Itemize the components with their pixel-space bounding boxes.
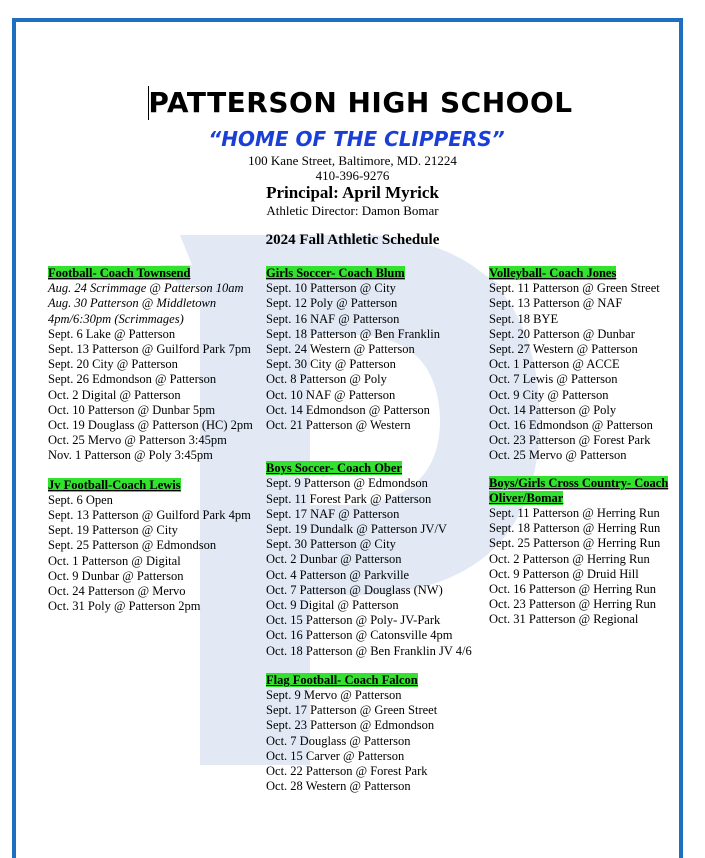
game-line: Sept. 26 Edmondson @ Patterson xyxy=(48,372,217,387)
game-line: Oct. 9 Digital @ Patterson xyxy=(266,598,399,613)
game-line: Oct. 8 Patterson @ Poly xyxy=(266,372,387,387)
game-line: Oct. 16 Patterson @ Herring Run xyxy=(489,582,657,597)
game-line: Oct. 15 Patterson @ Poly- JV-Park xyxy=(266,613,441,628)
game-line: Oct. 19 Douglass @ Patterson (HC) 2pm xyxy=(48,418,253,433)
game-line: Sept. 23 Patterson @ Edmondson xyxy=(266,718,435,733)
game-line: Oct. 7 Douglass @ Patterson xyxy=(266,733,411,748)
game-line: Sept. 11 Forest Park @ Patterson xyxy=(266,491,432,506)
game-line: Oct. 7 Lewis @ Patterson xyxy=(489,372,618,387)
game-line: Sept. 27 Western @ Patterson xyxy=(489,342,638,357)
school-motto: “HOME OF THE CLIPPERS” xyxy=(208,127,505,151)
school-phone: 410-396-9276 xyxy=(315,168,390,183)
game-line: Oct. 4 Patterson @ Parkville xyxy=(266,567,410,582)
game-line: Oct. 21 Patterson @ Western xyxy=(266,418,411,433)
game-line: Sept. 16 NAF @ Patterson xyxy=(266,311,400,326)
game-line: Sept. 18 Patterson @ Ben Franklin xyxy=(266,326,440,341)
column-right xyxy=(489,266,681,628)
game-line: Sept. 30 Patterson @ City xyxy=(266,537,396,552)
game-line: Sept. 13 Patterson @ Guilford Park 4pm xyxy=(48,508,251,523)
volleyball-heading: Volleyball- Coach Jones xyxy=(489,266,617,280)
game-line: Sept. 13 Patterson @ NAF xyxy=(489,296,623,311)
game-line: Sept. 19 Dundalk @ Patterson JV/V xyxy=(266,522,447,537)
jv-football-heading: Jv Football-Coach Lewis xyxy=(48,477,181,492)
game-line: Oct. 9 Dunbar @ Patterson xyxy=(48,568,184,583)
game-line: Oct. 28 Western @ Patterson xyxy=(266,779,411,794)
game-line: Sept. 18 BYE xyxy=(489,311,559,326)
game-line: Sept. 25 Patterson @ Edmondson xyxy=(48,538,217,553)
principal-name: Principal: April Myrick xyxy=(266,183,439,202)
game-line: Sept. 20 City @ Patterson xyxy=(48,357,178,372)
game-line: Sept. 6 Lake @ Patterson xyxy=(48,326,176,341)
game-line: Oct. 2 Digital @ Patterson xyxy=(48,387,181,402)
column-left xyxy=(48,266,253,614)
scrimmage-line: Aug. 30 Patterson @ Middletown xyxy=(48,296,217,311)
scrimmage-line: 4pm/6:30pm (Scrimmages) xyxy=(48,311,184,326)
game-line: Sept. 11 Patterson @ Green Street xyxy=(489,281,660,296)
game-line: Sept. 11 Patterson @ Herring Run xyxy=(489,506,660,521)
game-line: Sept. 10 Patterson @ City xyxy=(266,281,396,296)
game-line: Oct. 25 Mervo @ Patterson xyxy=(489,448,627,463)
game-line: Oct. 10 NAF @ Patterson xyxy=(266,387,396,402)
boys-soccer-heading: Boys Soccer- Coach Ober xyxy=(266,461,402,476)
game-line: Sept. 20 Patterson @ Dunbar xyxy=(489,326,635,341)
game-line: Oct. 7 Patterson @ Douglass (NW) xyxy=(266,582,443,597)
game-line: Nov. 1 Patterson @ Poly 3:45pm xyxy=(48,448,213,463)
game-line: Oct. 2 Patterson @ Herring Run xyxy=(489,551,650,566)
game-line: Sept. 25 Patterson @ Herring Run xyxy=(489,536,661,551)
school-name: PATTERSON HIGH SCHOOL xyxy=(148,86,573,119)
game-line: Oct. 14 Edmondson @ Patterson xyxy=(266,402,430,417)
game-line: Sept. 13 Patterson @ Guilford Park 7pm xyxy=(48,342,251,357)
game-line: Oct. 9 Patterson @ Druid Hill xyxy=(489,566,639,581)
game-line: Oct. 16 Patterson @ Catonsville 4pm xyxy=(266,628,453,643)
schedule-title: 2024 Fall Athletic Schedule xyxy=(265,232,440,248)
game-line: Oct. 14 Patterson @ Poly xyxy=(489,402,617,417)
game-line: Sept. 9 Mervo @ Patterson xyxy=(266,688,402,703)
game-line: Oct. 18 Patterson @ Ben Franklin JV 4/6 xyxy=(266,643,472,658)
game-line: Oct. 1 Patterson @ Digital xyxy=(48,553,181,568)
game-line: Sept. 6 Open xyxy=(48,492,113,507)
football-heading: Football- Coach Townsend xyxy=(48,266,191,280)
game-line: Sept. 24 Western @ Patterson xyxy=(266,342,415,357)
game-line: Oct. 15 Carver @ Patterson xyxy=(266,748,405,763)
game-line: Oct. 2 Dunbar @ Patterson xyxy=(266,552,402,567)
school-address: 100 Kane Street, Baltimore, MD. 21224 xyxy=(248,153,457,168)
girls-soccer-heading: Girls Soccer- Coach Blum xyxy=(266,266,405,280)
game-line: Sept. 17 Patterson @ Green Street xyxy=(266,703,438,718)
scrimmage-line: Aug. 24 Scrimmage @ Patterson 10am xyxy=(48,281,244,296)
game-line: Oct. 23 Patterson @ Forest Park xyxy=(489,433,651,448)
game-line: Oct. 31 Patterson @ Regional xyxy=(489,612,639,627)
game-line: Oct. 10 Patterson @ Dunbar 5pm xyxy=(48,402,216,417)
game-line: Sept. 12 Poly @ Patterson xyxy=(266,296,398,311)
game-line: Oct. 16 Edmondson @ Patterson xyxy=(489,418,653,433)
flag-football-heading: Flag Football- Coach Falcon xyxy=(266,672,418,687)
game-line: Oct. 1 Patterson @ ACCE xyxy=(489,357,620,372)
game-line: Sept. 30 City @ Patterson xyxy=(266,357,396,372)
game-line: Sept. 19 Patterson @ City xyxy=(48,523,178,538)
game-line: Oct. 25 Mervo @ Patterson 3:45pm xyxy=(48,433,227,448)
game-line: Oct. 9 City @ Patterson xyxy=(489,387,609,402)
game-line: Sept. 9 Patterson @ Edmondson xyxy=(266,476,428,491)
athletic-director: Athletic Director: Damon Bomar xyxy=(266,203,439,218)
game-line: Oct. 23 Patterson @ Herring Run xyxy=(489,597,657,612)
game-line: Oct. 22 Patterson @ Forest Park xyxy=(266,764,428,779)
cross-country-heading: Boys/Girls Cross Country- Coach Oliver/Bomar xyxy=(489,475,669,505)
game-line: Sept. 17 NAF @ Patterson xyxy=(266,506,400,521)
game-line: Oct. 31 Poly @ Patterson 2pm xyxy=(48,599,201,614)
column-middle xyxy=(266,266,476,795)
game-line: Sept. 18 Patterson @ Herring Run xyxy=(489,521,661,536)
game-line: Oct. 24 Patterson @ Mervo xyxy=(48,584,186,599)
